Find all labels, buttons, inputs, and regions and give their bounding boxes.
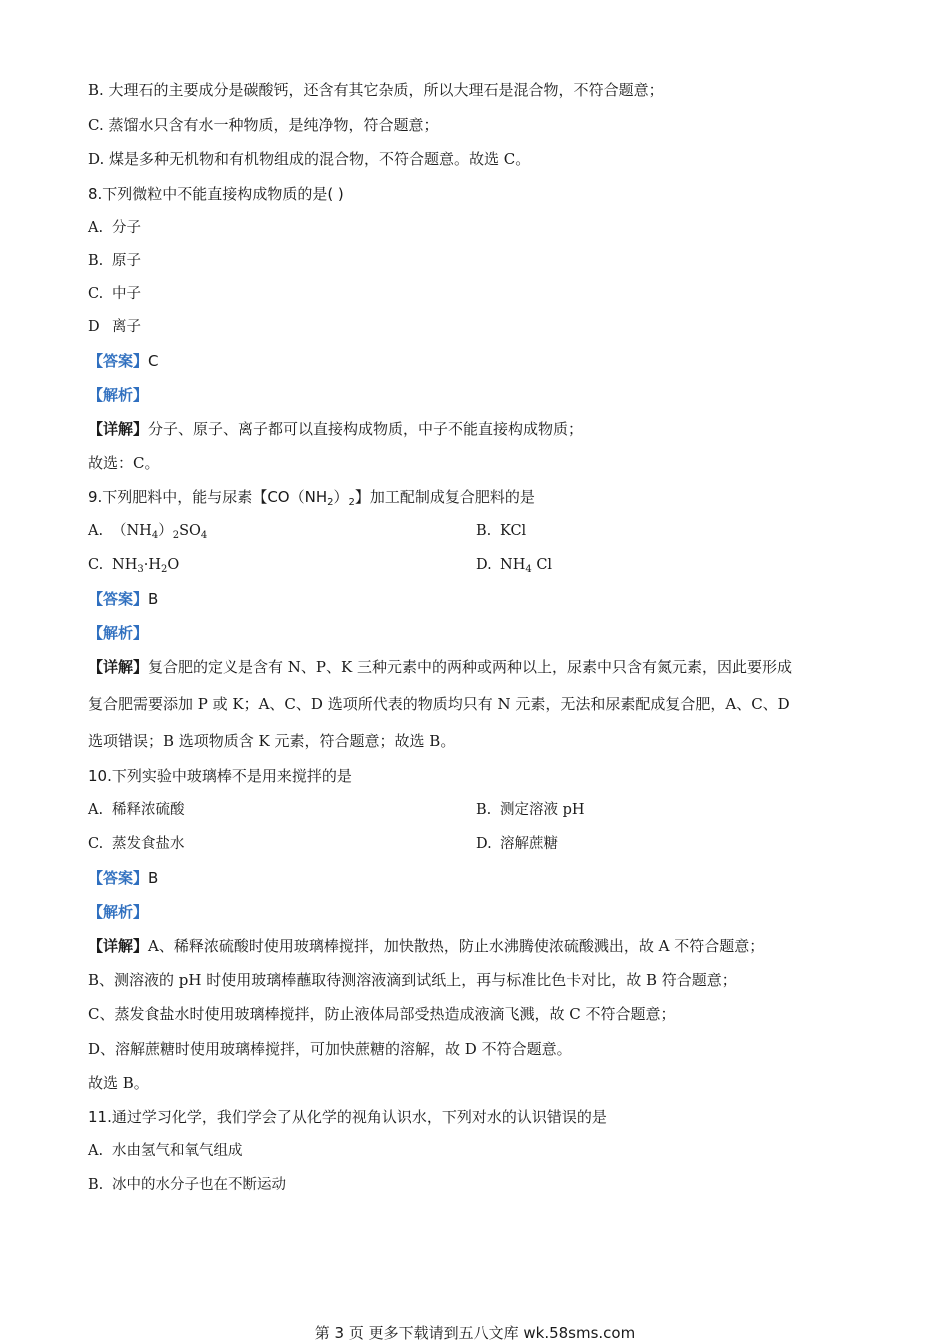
q10-analysis-label: 【解析】 xyxy=(88,903,149,921)
q10-conclusion: 故选 B。 xyxy=(88,1074,149,1092)
q11-stem: 11.通过学习化学，我们学会了从化学的视角认识水，下列对水的认识错误的是 xyxy=(88,1108,607,1126)
q9-detail-line-3: 选项错误；B 选项物质含 K 元素，符合题意；故选 B。 xyxy=(88,732,456,750)
q9-stem: 9.下列肥料中，能与尿素【$CO(NH_2)_2$】加工配制成复合肥料的是 xyxy=(88,488,535,508)
q9-detail-line-1: 【详解】复合肥的定义是含有 N、P、K 三种元素中的两种或两种以上，尿素中只含有氮元素，因此要形成 xyxy=(88,658,792,676)
q10-option-b: B. 测定溶液 pH xyxy=(476,802,585,818)
q9-detail-line-2: 复合肥需要添加 P 或 K；A、C、D 选项所代表的物质均只有 N 元素，无法和尿素配成复合肥，A、C、D xyxy=(88,695,790,713)
page-footer: 第 3 页 更多下载请到五八文库 wk.58sms.com xyxy=(314,1324,636,1342)
q10-answer: 【答案】B xyxy=(88,869,159,887)
q10-detail-line-2: B、测溶液的 pH 时使用玻璃棒蘸取待测溶液滴到试纸上，再与标准比色卡对比，故 B 符合题意； xyxy=(88,971,737,989)
q8-answer: 【答案】C xyxy=(88,352,159,370)
q9-option-a: A. $(NH_4)_2SO_4$ xyxy=(88,523,208,541)
q8-option-b: B. 原子 xyxy=(88,253,141,269)
q9-option-b: B. KCl xyxy=(476,523,527,539)
q10-detail-line-1: 【详解】A、稀释浓硫酸时使用玻璃棒搅拌，加快散热，防止水沸腾使浓硫酸溅出，故 A 不符合题意； xyxy=(88,937,765,955)
q9-analysis-label: 【解析】 xyxy=(88,624,149,642)
q8-analysis-label: 【解析】 xyxy=(88,386,149,404)
q11-option-a: A. 水由氢气和氧气组成 xyxy=(88,1143,243,1159)
q8-stem: 8.下列微粒中不能直接构成物质的是( ) xyxy=(88,185,344,203)
q8-option-a: A. 分子 xyxy=(88,220,141,236)
q9-option-d: D. $NH_4$ Cl xyxy=(476,557,553,575)
q10-detail-line-3: C、蒸发食盐水时使用玻璃棒搅拌，防止液体局部受热造成液滴飞溅，故 C 不符合题意； xyxy=(88,1005,676,1023)
q10-option-a: A. 稀释浓硫酸 xyxy=(88,802,185,818)
q8-option-c: C. 中子 xyxy=(88,286,141,302)
q8-conclusion: 故选：C。 xyxy=(88,454,160,472)
prev-option-b-explanation: B. 大理石的主要成分是碳酸钙，还含有其它杂质，所以大理石是混合物，不符合题意； xyxy=(88,81,664,99)
q10-option-c: C. 蒸发食盐水 xyxy=(88,836,185,852)
q8-detail: 【详解】分子、原子、离子都可以直接构成物质，中子不能直接构成物质； xyxy=(88,420,584,438)
q9-answer: 【答案】B xyxy=(88,590,159,608)
q10-detail-line-4: D、溶解蔗糖时使用玻璃棒搅拌，可加快蔗糖的溶解，故 D 不符合题意。 xyxy=(88,1040,572,1058)
q11-option-b: B. 冰中的水分子也在不断运动 xyxy=(88,1177,286,1193)
prev-option-d-explanation: D. 煤是多种无机物和有机物组成的混合物，不符合题意。故选 C。 xyxy=(88,150,531,168)
answer-label: 【答案】 xyxy=(88,352,149,370)
q8-option-d: D 离子 xyxy=(88,319,141,335)
q10-option-d: D. 溶解蔗糖 xyxy=(476,836,558,852)
q9-option-c: C. $NH_3\cdot H_2O$ xyxy=(88,557,180,575)
prev-option-c-explanation: C. 蒸馏水只含有水一种物质，是纯净物，符合题意； xyxy=(88,116,439,134)
detail-label: 【详解】 xyxy=(88,420,149,438)
q10-stem: 10.下列实验中玻璃棒不是用来搅拌的是 xyxy=(88,767,352,785)
